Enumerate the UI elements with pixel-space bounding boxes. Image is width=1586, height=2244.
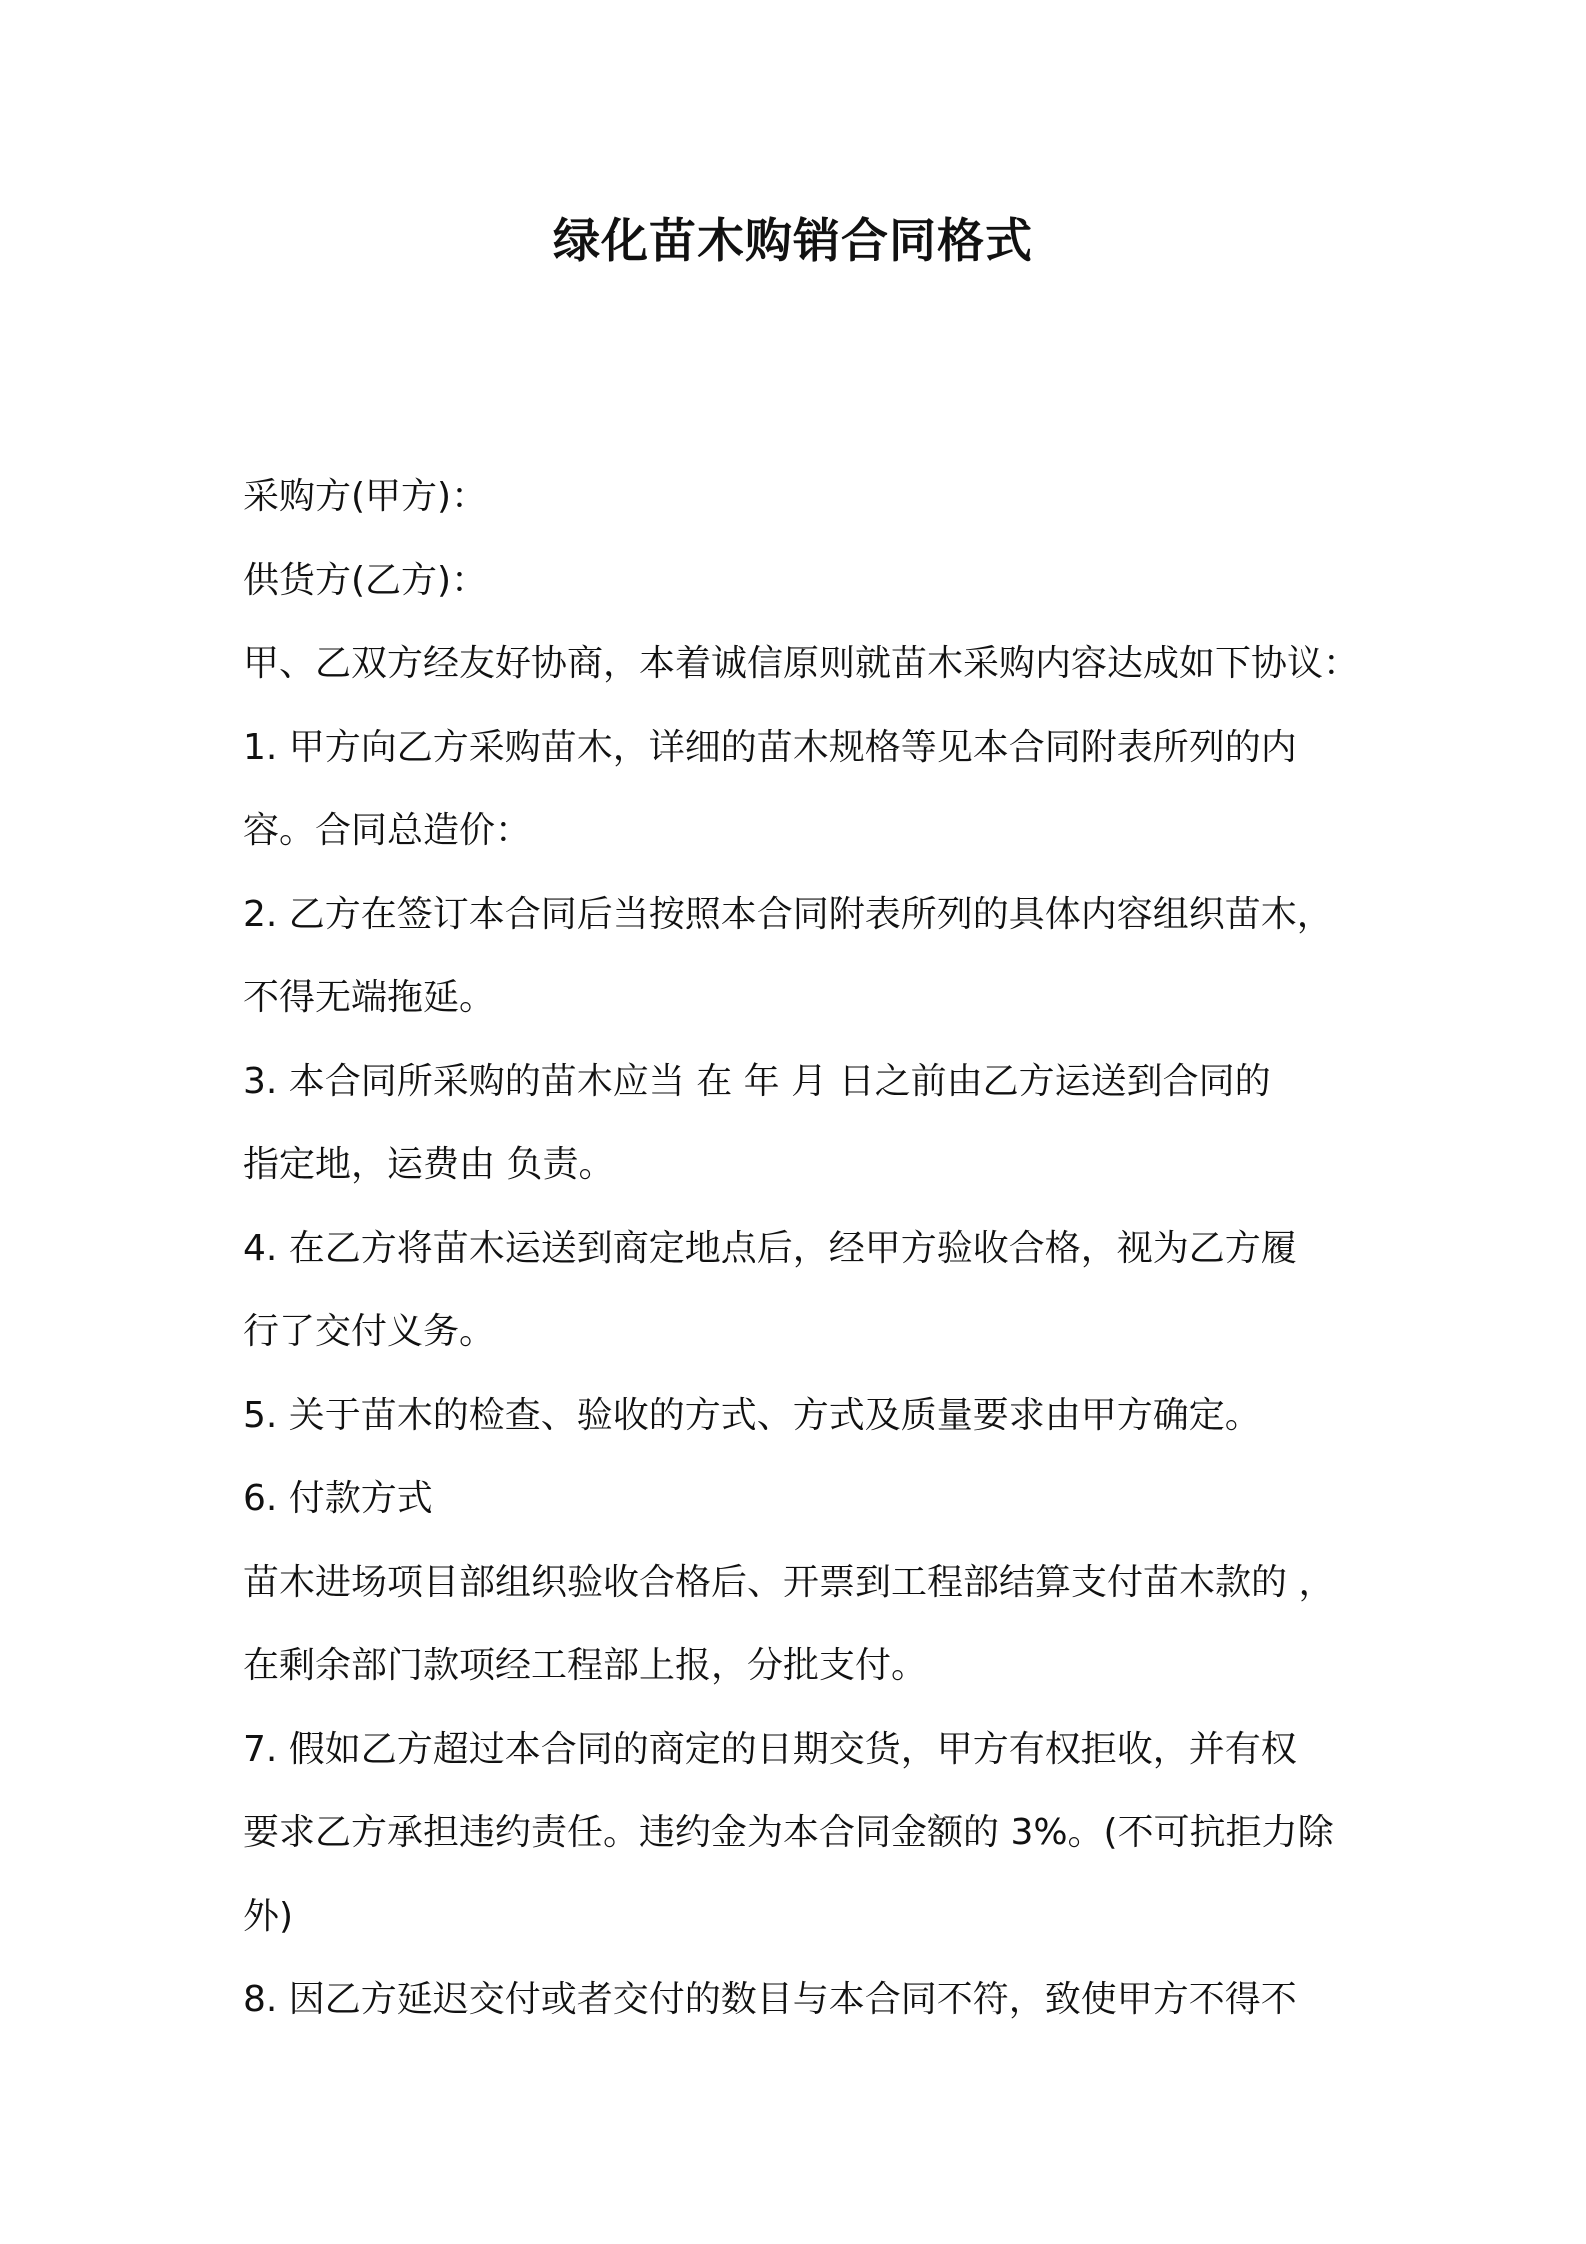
clause-4-line-2: 行了交付义务。 xyxy=(243,1311,496,1352)
clause-6-heading: 6. 付款方式 xyxy=(243,1478,433,1519)
purchaser-line: 采购方(甲方)： xyxy=(243,476,488,517)
clause-4-line-1: 4. 在乙方将苗木运送到商定地点后，经甲方验收合格，视为乙方履 xyxy=(243,1227,1297,1269)
document-title: 绿化苗木购销合同格式 xyxy=(553,214,1033,269)
supplier-line: 供货方(乙方)： xyxy=(243,559,488,601)
clause-7-line-1: 7. 假如乙方超过本合同的商定的日期交货，甲方有权拒收，并有权 xyxy=(243,1728,1297,1770)
clause-1-line-2: 容。合同总造价： xyxy=(243,810,532,851)
preamble-line: 甲、乙双方经友好协商，本着诚信原则就苗木采购内容达成如下协议： xyxy=(243,643,1360,684)
clause-7-line-2: 要求乙方承担违约责任。违约金为本合同金额的 3%。(不可抗拒力除 xyxy=(243,1812,1334,1853)
clause-6-line-1: 苗木进场项目部组织验收合格后、开票到工程部结算支付苗木款的 ， xyxy=(243,1561,1335,1603)
clause-5-line-1: 5. 关于苗木的检查、验收的方式、方式及质量要求由甲方确定。 xyxy=(243,1394,1261,1436)
clause-2-line-2: 不得无端拖延。 xyxy=(243,977,496,1018)
clause-6-line-2: 在剩余部门款项经工程部上报，分批支付。 xyxy=(243,1645,928,1686)
clause-3-line-2: 指定地，运费由 负责。 xyxy=(243,1144,615,1185)
clause-7-line-3: 外) xyxy=(243,1895,294,1937)
clause-8-line-1: 8. 因乙方延迟交付或者交付的数目与本合同不符，致使甲方不得不 xyxy=(243,1979,1297,2020)
clause-2-line-1: 2. 乙方在签订本合同后当按照本合同附表所列的具体内容组织苗木， xyxy=(243,893,1333,935)
document-body xyxy=(243,455,1373,2042)
clause-1-line-1: 1. 甲方向乙方采购苗木，详细的苗木规格等见本合同附表所列的内 xyxy=(243,726,1297,768)
clause-3-line-1: 3. 本合同所采购的苗木应当 在 年 月 日之前由乙方运送到合同的 xyxy=(243,1060,1271,1102)
